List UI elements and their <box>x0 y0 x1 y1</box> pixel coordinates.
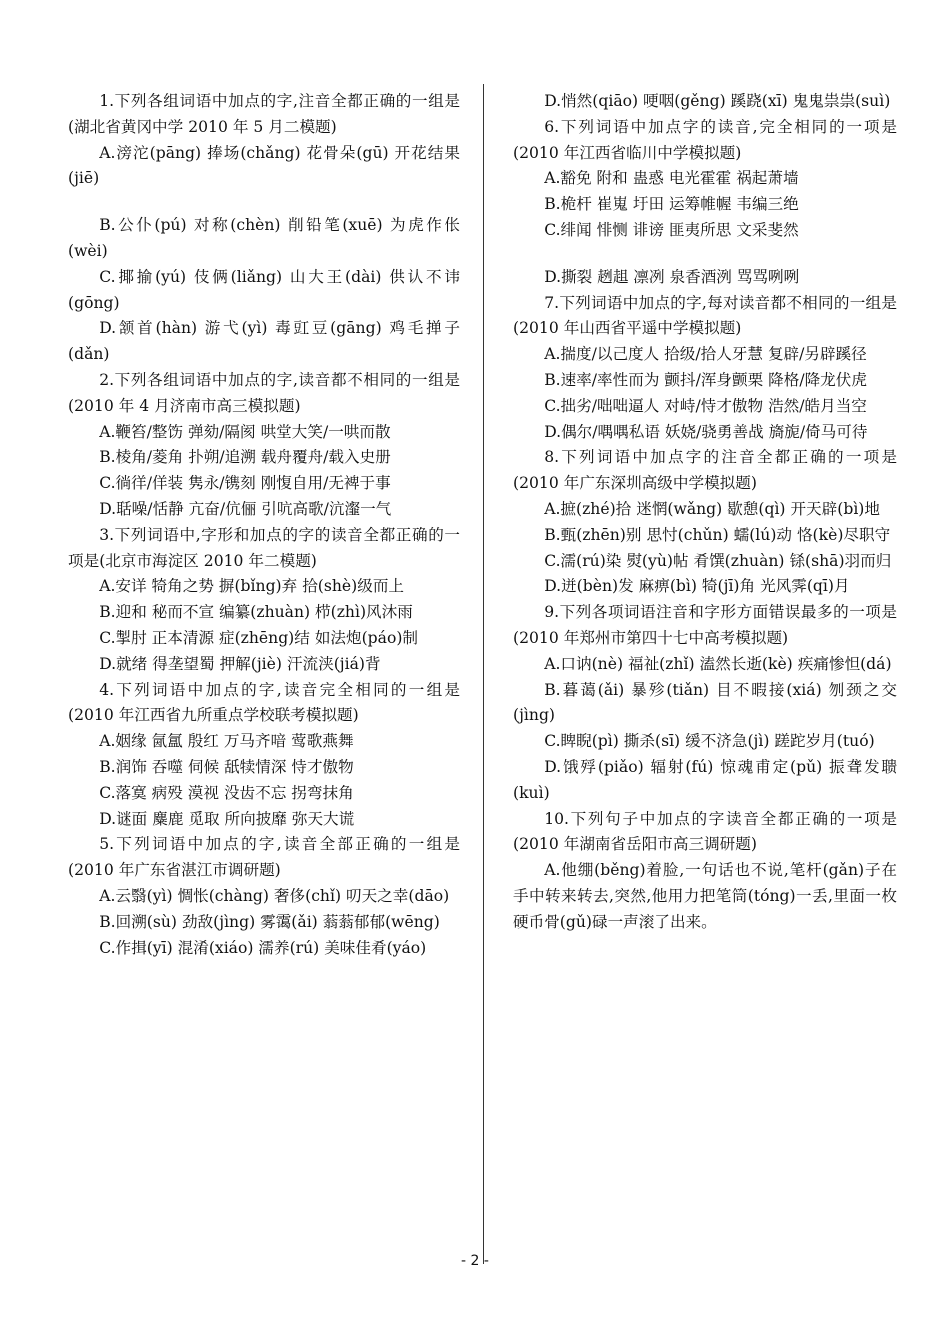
answer-option: A.豁免 附和 蛊惑 电光霍霍 祸起萧墙 <box>544 169 799 188</box>
answer-option: D.迸(bèn)发 麻痹(bì) 犄(jī)角 光风霁(qī)月 <box>544 577 850 596</box>
answer-option: D.颔首(hàn) 游弋(yì) 毒豇豆(gāng) 鸡毛掸子(dǎn) <box>68 319 460 364</box>
answer-option: C.睥睨(pì) 撕杀(sī) 缓不济急(jì) 蹉跎岁月(tuó) <box>544 732 875 751</box>
answer-option: B.速率/率性而为 颤抖/浑身颤栗 降格/降龙伏虎 <box>544 370 867 389</box>
question-stem: 8.下列词语中加点字的注音全都正确的一项是(2010 年广东深圳高级中学模拟题) <box>513 448 897 493</box>
answer-option: C.拙劣/咄咄逼人 对峙/恃才傲物 浩然/皓月当空 <box>544 396 867 415</box>
paragraph-gap <box>68 192 460 213</box>
answer-option: B.迎和 秘而不宣 编纂(zhuàn) 栉(zhì)风沐雨 <box>99 603 413 622</box>
answer-option: C.濡(rú)染 熨(yù)帖 肴馔(zhuàn) 铩(shā)羽而归 <box>544 551 892 570</box>
answer-option: D.聒噪/恬静 亢奋/伉俪 引吭高歌/沆瀣一气 <box>99 499 392 518</box>
answer-option: D.悄然(qiāo) 哽咽(gěng) 蹊跷(xī) 鬼鬼祟祟(suì) <box>544 92 891 110</box>
answer-option: A.云翳(yì) 惆怅(chàng) 奢侈(chǐ) 叨天之幸(dāo) <box>99 886 450 905</box>
answer-option: D.谜面 麋鹿 觅取 所向披靡 弥天大谎 <box>99 809 355 828</box>
answer-option: D.就绪 得垄望蜀 押解(jiè) 汗流浃(jiá)背 <box>99 654 381 673</box>
answer-option: C.落寞 病殁 漠视 没齿不忘 拐弯抹角 <box>99 783 354 802</box>
answer-option: A.滂沱(pāng) 捧场(chǎng) 花骨朵(gū) 开花结果(jiē) <box>68 143 460 188</box>
answer-option: D.撕裂 趔趄 凛冽 泉香酒洌 骂骂咧咧 <box>544 267 800 286</box>
answer-option: D.偶尔/喁喁私语 妖娆/骁勇善战 旖旎/倚马可待 <box>544 422 868 441</box>
question-stem: 2.下列各组词语中加点的字,读音都不相同的一组是(2010 年 4 月济南市高三模拟题) <box>68 370 460 415</box>
answer-option: A.揣度/以己度人 拾级/拾人牙慧 复辟/另辟蹊径 <box>544 345 867 364</box>
question-stem: 10.下列句子中加点的字读音全都正确的一项是(2010 年湖南省岳阳市高三调研题) <box>513 809 897 854</box>
right-column <box>513 89 897 936</box>
answer-option: C.揶揄(yú) 伎俩(liǎng) 山大王(dài) 供认不讳(gōng) <box>68 267 460 312</box>
answer-option: B.公仆(pú) 对称(chèn) 削铅笔(xuē) 为虎作伥(wèi) <box>68 216 460 260</box>
question-stem: 7.下列词语中加点的字,每对读音都不相同的一组是(2010 年山西省平遥中学模拟题) <box>513 293 897 338</box>
left-column <box>68 89 460 961</box>
answer-option: A.姻缘 氤氲 殷红 万马齐喑 莺歌燕舞 <box>99 732 354 751</box>
answer-option: B.桅杆 崔嵬 圩田 运筹帷幄 韦编三绝 <box>544 195 799 214</box>
question-stem: 9.下列各项词语注音和字形方面错误最多的一项是(2010 年郑州市第四十七中高考模拟题) <box>513 603 897 647</box>
answer-option: A.鞭笞/整饬 弹劾/隔阂 哄堂大笑/一哄而散 <box>99 422 391 441</box>
answer-option: C.徜徉/佯装 隽永/镌刻 刚愎自用/无裨于事 <box>99 474 391 493</box>
answer-option: B.棱角/菱角 扑朔/追溯 载舟覆舟/载入史册 <box>99 448 391 467</box>
answer-option: A.安详 犄角之势 摒(bǐng)弃 拾(shè)级而上 <box>99 577 405 596</box>
answer-option: D.饿殍(piǎo) 辐射(fú) 惊魂甫定(pǔ) 振聋发聩(kuì) <box>513 757 897 802</box>
answer-option: C.作揖(yī) 混淆(xiáo) 濡养(rú) 美味佳肴(yáo) <box>99 938 427 957</box>
answer-option: B.暮蔼(ǎi) 暴殄(tiǎn) 目不暇接(xiá) 刎颈之交(jìng) <box>513 680 897 725</box>
answer-option: C.绯闻 悱恻 诽谤 匪夷所思 文采斐然 <box>544 220 799 239</box>
answer-option: A.他绷(běng)着脸,一句话也不说,笔杆(gǎn)子在手中转来转去,突然,他用力把笔筒(tóng)一丢,里面一枚硬币骨(gǔ)碌一声滚了出来。 <box>513 861 897 931</box>
answer-option: B.润饰 吞噬 伺候 舐犊情深 恃才傲物 <box>99 757 354 776</box>
question-stem: 4.下列词语中加点的字,读音完全相同的一组是(2010 年江西省九所重点学校联考模拟题) <box>68 680 460 725</box>
question-stem: 5.下列词语中加点的字,读音全部正确的一组是(2010 年广东省湛江市调研题) <box>68 835 460 880</box>
answer-option: A.口讷(nè) 福祉(zhǐ) 溘然长逝(kè) 疾痛惨怛(dá) <box>544 654 892 673</box>
answer-option: A.摭(zhé)拾 迷惘(wǎng) 歇憩(qì) 开天辟(bì)地 <box>544 499 880 518</box>
answer-option: B.回溯(sù) 劲敌(jìng) 雾霭(ǎi) 蓊蓊郁郁(wēng) <box>99 912 440 931</box>
question-stem: 3.下列词语中,字形和加点的字的读音全都正确的一项是(北京市海淀区 2010 年二模题) <box>68 525 460 570</box>
answer-option: B.甄(zhēn)别 思忖(chǔn) 蠕(lú)动 恪(kè)尽职守 <box>544 525 891 544</box>
page-number: - 2 - <box>461 1253 489 1269</box>
column-divider <box>483 84 484 1264</box>
paragraph-gap <box>513 244 897 265</box>
question-stem: 1.下列各组词语中加点的字,注音全都正确的一组是(湖北省黄冈中学 2010 年 5 月二模题) <box>68 92 460 136</box>
answer-option: C.掣肘 正本清源 症(zhēng)结 如法炮(páo)制 <box>99 628 419 647</box>
question-stem: 6.下列词语中加点字的读音,完全相同的一项是(2010 年江西省临川中学模拟题) <box>513 117 897 162</box>
